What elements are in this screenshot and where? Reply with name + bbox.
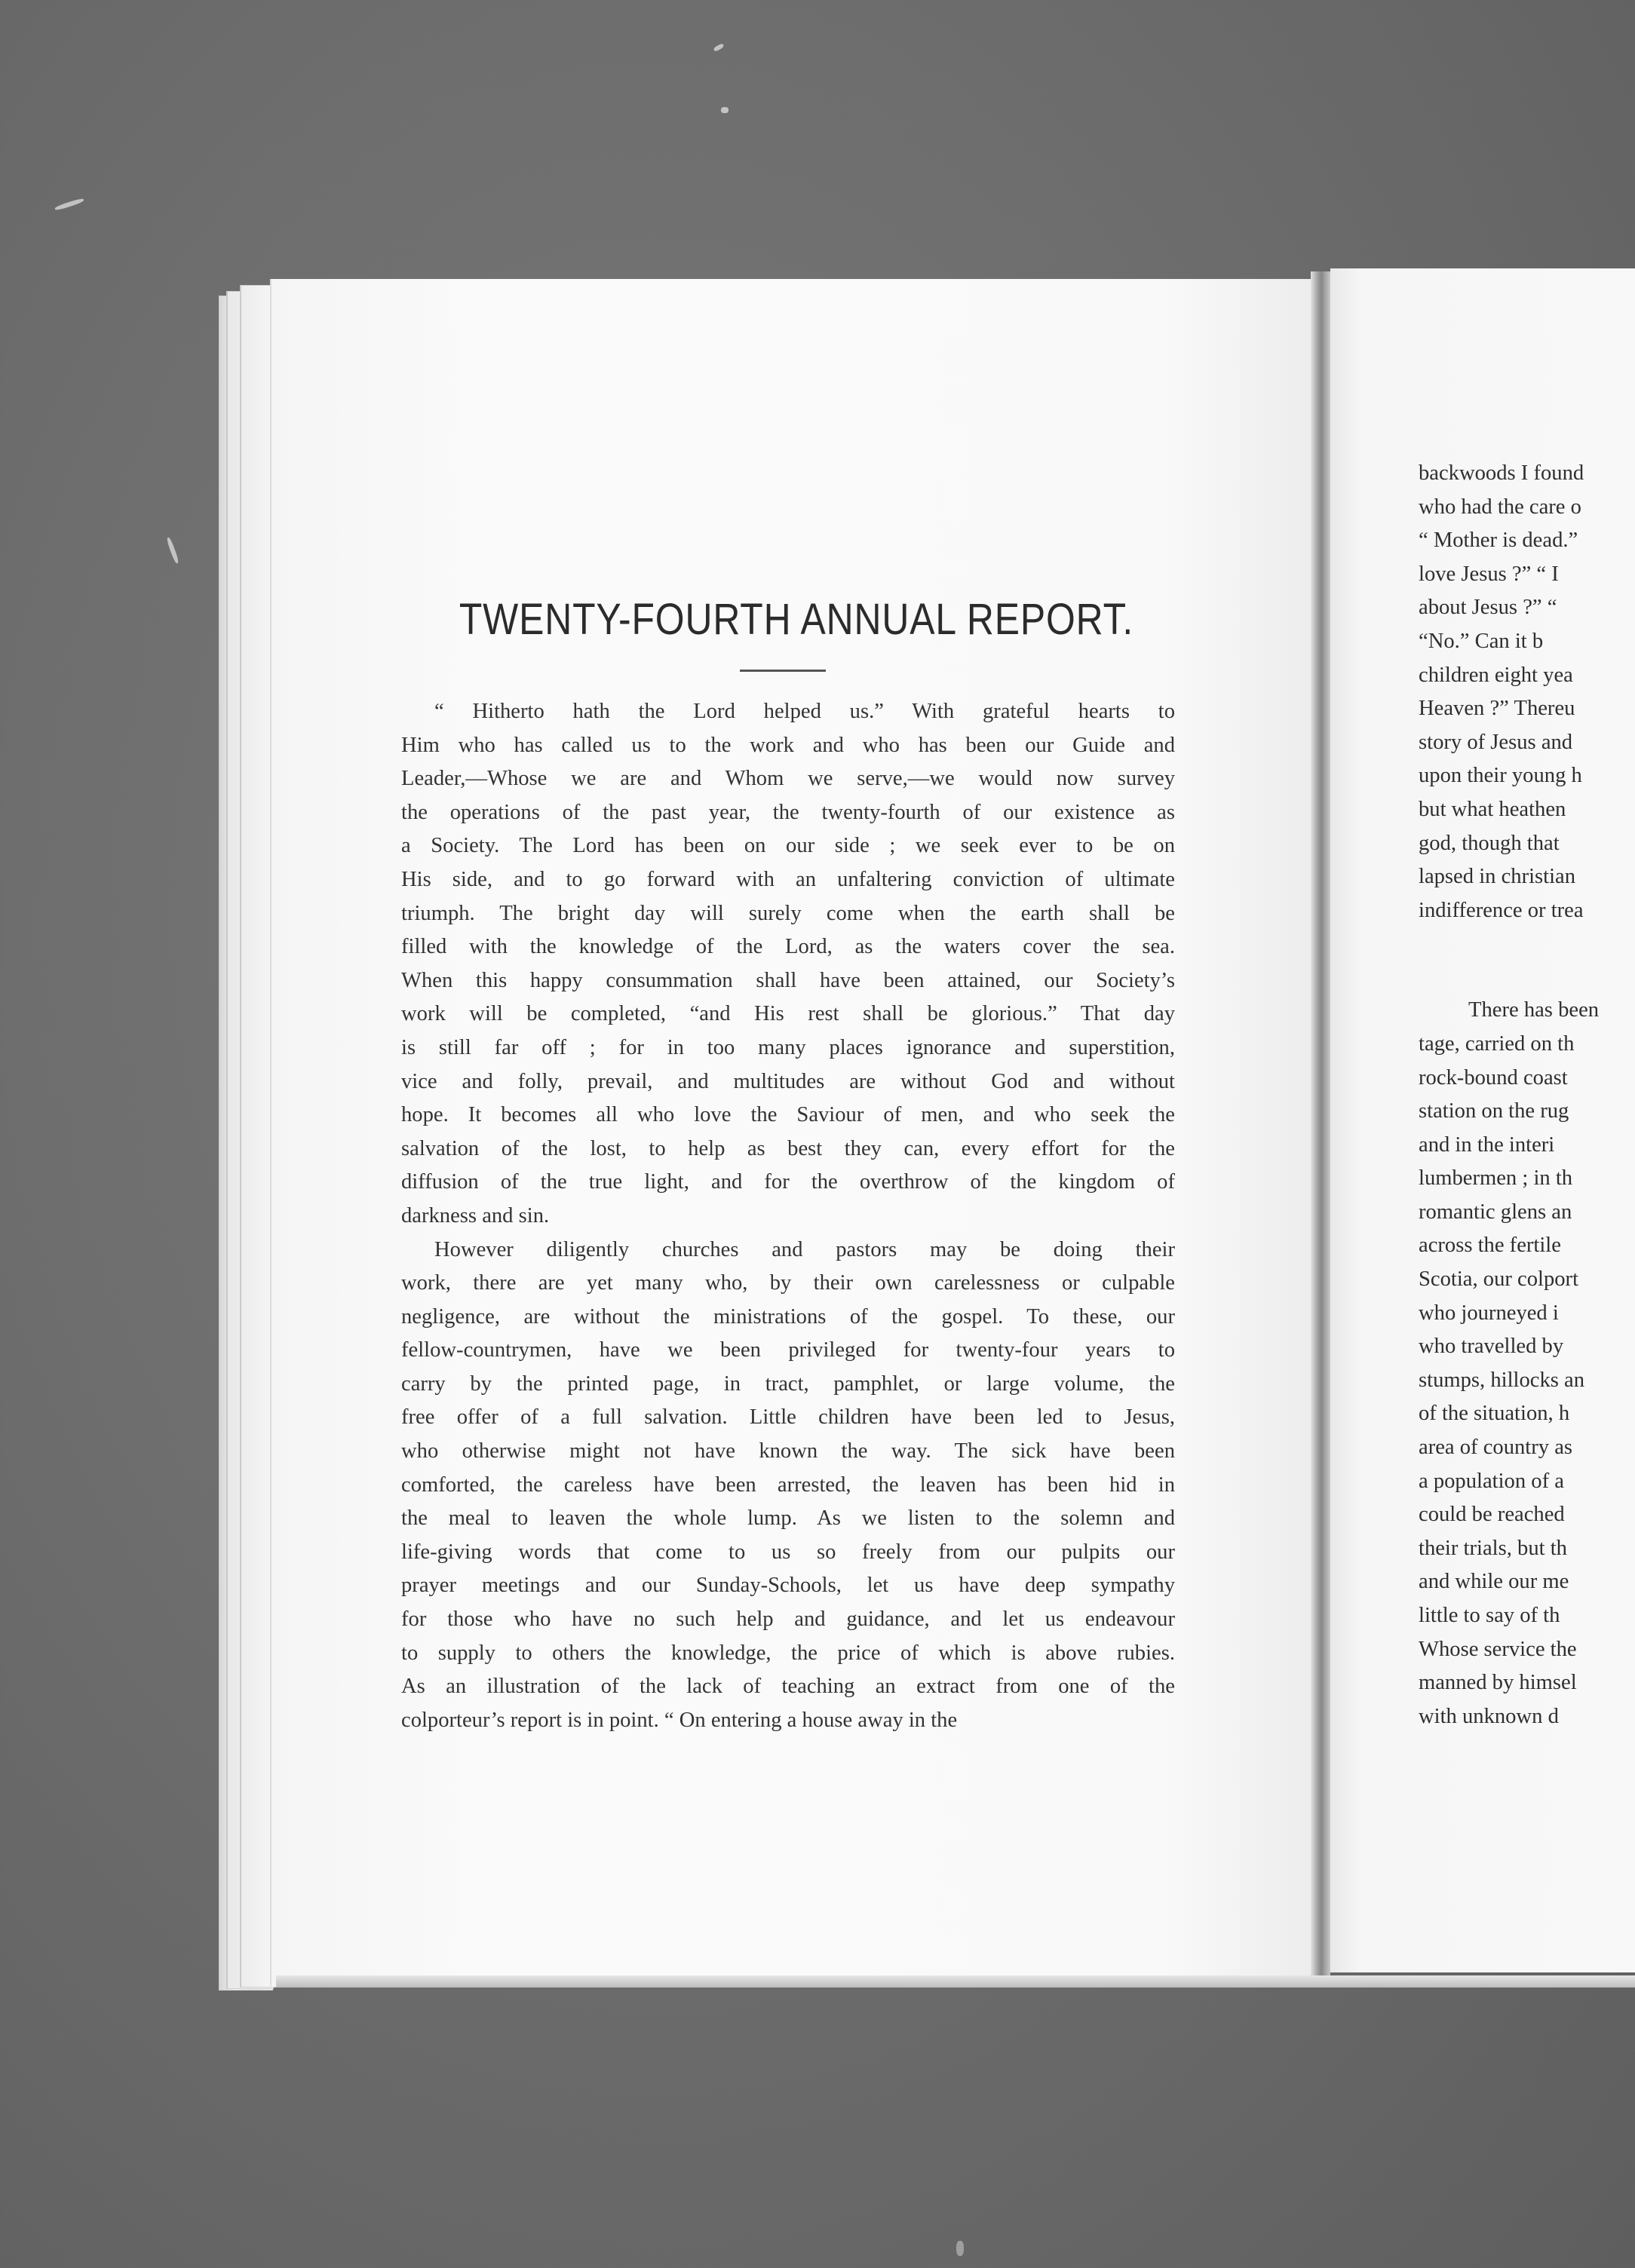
text-line: tage, carried on th bbox=[1419, 1031, 1575, 1056]
text-line: filled with the knowledge of the Lord, as the waters cover the sea. bbox=[401, 935, 1175, 959]
right-page-body bbox=[1419, 457, 1635, 1733]
text-line: There has been bbox=[1468, 998, 1600, 1022]
text-line: manned by himsel bbox=[1419, 1671, 1577, 1695]
report-title: TWENTY-FOURTH ANNUAL REPORT. bbox=[459, 595, 1134, 644]
dust-speck bbox=[956, 2241, 964, 2256]
text-line: triumph. The bright day will surely come when the earth shall be bbox=[401, 901, 1175, 925]
dust-speck bbox=[166, 537, 179, 564]
dust-speck bbox=[54, 198, 84, 211]
text-line: His side, and to go forward with an unfaltering conviction of ultimate bbox=[401, 867, 1175, 891]
text-line: and while our me bbox=[1419, 1570, 1569, 1594]
text-line: and in the interi bbox=[1419, 1132, 1555, 1157]
text-line: across the fertile bbox=[1419, 1234, 1561, 1258]
text-line: to supply to others the knowledge, the price of which is above rubies. bbox=[401, 1641, 1175, 1665]
text-line: free offer of a full salvation. Little children have been led to Jesus, bbox=[401, 1405, 1175, 1430]
text-line: who travelled by bbox=[1419, 1335, 1564, 1359]
text-line: life-giving words that come to us so freely from our pulpits our bbox=[401, 1540, 1175, 1564]
text-line: is still far off ; for in too many places ignorance and superstition, bbox=[401, 1035, 1175, 1059]
book-bottom-edge bbox=[276, 1975, 1635, 1988]
text-line: Scotia, our colport bbox=[1419, 1267, 1579, 1292]
text-line: with unknown d bbox=[1419, 1704, 1559, 1728]
text-line: However diligently churches and pastors may be doing their bbox=[434, 1237, 1175, 1261]
text-line: who otherwise might not have known the way. The sick have been bbox=[401, 1439, 1175, 1463]
text-line: for those who have no such help and guidance, and let us endeavour bbox=[401, 1608, 1175, 1632]
text-line: romantic glens an bbox=[1419, 1200, 1572, 1224]
text-line: vice and folly, prevail, and multitudes are without God and without bbox=[401, 1069, 1175, 1093]
text-line: negligence, are without the ministrations of the gospel. To these, our bbox=[401, 1304, 1175, 1329]
text-line: work will be completed, “and His rest shall be glorious.” That day bbox=[401, 1002, 1175, 1026]
text-line: could be reached bbox=[1419, 1503, 1565, 1527]
text-line: “No.” Can it b bbox=[1419, 629, 1544, 653]
text-line: carry by the printed page, in tract, pamphlet, or large volume, the bbox=[401, 1372, 1175, 1396]
book-gutter bbox=[1311, 271, 1330, 1983]
text-line: Him who has called us to the work and who has been our Guide and bbox=[401, 733, 1175, 757]
text-line: “ Hitherto hath the Lord helped us.” With grateful hearts to bbox=[434, 700, 1175, 723]
text-line: As an illustration of the lack of teaching an extract from one of the bbox=[401, 1675, 1175, 1699]
title-rule bbox=[740, 670, 826, 672]
text-line: work, there are yet many who, by their own carelessness or culpable bbox=[401, 1271, 1175, 1295]
text-line: lapsed in christian bbox=[1419, 865, 1576, 889]
text-line: Whose service the bbox=[1419, 1637, 1577, 1661]
text-line: diffusion of the true light, and for the overthrow of the kingdom of bbox=[401, 1170, 1175, 1194]
text-line: fellow-countrymen, have we been privileged for twenty-four years to bbox=[401, 1338, 1175, 1362]
text-line: god, though that bbox=[1419, 831, 1560, 855]
text-line: little to say of th bbox=[1419, 1604, 1560, 1627]
text-line: stumps, hillocks an bbox=[1419, 1368, 1585, 1392]
text-line: station on the rug bbox=[1419, 1099, 1569, 1123]
text-line: indifference or trea bbox=[1419, 898, 1584, 922]
text-line: the operations of the past year, the twenty-fourth of our existence as bbox=[401, 800, 1175, 824]
paragraph-gap bbox=[1419, 927, 1635, 994]
text-line: Leader,—Whose we are and Whom we serve,—we would now survey bbox=[401, 767, 1175, 791]
text-line: prayer meetings and our Sunday-Schools, let us have deep sympathy bbox=[401, 1574, 1175, 1598]
text-line: their trials, but th bbox=[1419, 1536, 1567, 1560]
dust-speck bbox=[721, 107, 729, 113]
left-page-body bbox=[401, 695, 1175, 1737]
text-line: colporteur’s report is in point. “ On entering a house away in the bbox=[401, 1708, 958, 1732]
text-line: salvation of the lost, to help as best they can, every effort for the bbox=[401, 1136, 1175, 1160]
text-line: Heaven ?” Thereu bbox=[1419, 697, 1575, 721]
text-line: who had the care o bbox=[1419, 495, 1581, 519]
text-line: “ Mother is dead.” bbox=[1419, 529, 1578, 553]
dust-speck bbox=[713, 43, 724, 52]
text-line: love Jesus ?” “ I bbox=[1419, 562, 1559, 586]
text-line: area of country as bbox=[1419, 1436, 1573, 1460]
text-line: darkness and sin. bbox=[401, 1203, 550, 1227]
text-line: a Society. The Lord has been on our side ; we seek ever to be on bbox=[401, 834, 1175, 858]
text-line: the meal to leaven the whole lump. As we listen to the solemn and bbox=[401, 1506, 1175, 1531]
text-line: When this happy consummation shall have been attained, our Society’s bbox=[401, 968, 1175, 992]
text-line: who journeyed i bbox=[1419, 1301, 1559, 1325]
text-line: children eight yea bbox=[1419, 663, 1573, 687]
text-line: rock-bound coast bbox=[1419, 1065, 1568, 1090]
text-line: hope. It becomes all who love the Saviour of men, and who seek the bbox=[401, 1103, 1175, 1127]
text-line: comforted, the careless have been arrested, the leaven has been hid in bbox=[401, 1473, 1175, 1497]
text-line: lumbermen ; in th bbox=[1419, 1166, 1573, 1191]
text-line: about Jesus ?” “ bbox=[1419, 596, 1557, 620]
text-line: of the situation, h bbox=[1419, 1402, 1570, 1426]
text-line: upon their young h bbox=[1419, 764, 1582, 788]
text-line: backwoods I found bbox=[1419, 461, 1584, 485]
text-line: a population of a bbox=[1419, 1469, 1564, 1493]
text-line: but what heathen bbox=[1419, 797, 1566, 821]
text-line: story of Jesus and bbox=[1419, 730, 1573, 754]
